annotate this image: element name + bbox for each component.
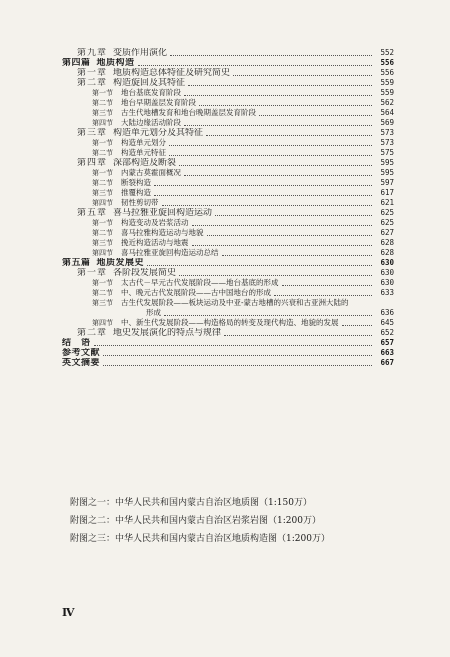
toc-entry-number: 第九章 [77,48,108,58]
dot-leader [164,315,372,316]
toc-entry-number: 第三节 [92,109,113,117]
toc-entry-title: 地质构造 [96,58,135,68]
toc-entry-page: 569 [380,118,394,127]
toc-entry-number: 第四篇 [62,58,91,68]
toc-entry [62,348,394,358]
toc-entry-number: 第三节 [92,299,113,307]
toc-entry [62,318,394,328]
toc-entry-title: 英文摘要 [62,358,101,368]
toc-entry-page: 559 [380,78,394,87]
toc-entry-number: 第四节 [92,199,113,207]
toc-entry-title: 地台早期盖层发育阶段 [121,98,196,107]
toc-entry-page: 627 [380,228,394,237]
appendix-map-item: 附图之一：中华人民共和国内蒙古自治区地质图（1:150万） [70,498,312,508]
toc-entry-title: 深部构造及断裂 [113,158,177,168]
toc-entry-number: 第五章 [77,208,108,218]
toc-entry-title: 中、新生代发展阶段——构造格局的转变及现代构造、地貌的发展 [121,318,339,327]
toc-entry [62,98,394,108]
dot-leader [179,275,372,276]
toc-entry [62,128,394,138]
toc-entry-number: 第二节 [92,149,113,157]
toc-entry-page: 663 [380,348,394,357]
toc-entry-title: 大陆边缘活动阶段 [121,118,181,127]
appendix-maps-list [70,494,370,548]
toc-entry [62,248,394,258]
toc-entry [62,138,394,148]
dot-leader [259,115,372,116]
toc-entry-title: 构造单元划分及其特征 [113,128,204,138]
toc-entry-title: 喜马拉雅亚旋回构造运动总结 [121,248,219,257]
toc-entry-title: 韧性剪切带 [121,198,159,207]
toc-entry-number: 第四节 [92,119,113,127]
dot-leader [103,355,372,356]
toc-entry [62,328,394,338]
toc-entry-title: 形成 [146,308,161,317]
appendix-map-item: 附图之二：中华人民共和国内蒙古自治区岩浆岩图（1:200万） [70,516,321,526]
toc-entry-number: 第一节 [92,279,113,287]
dot-leader [179,165,372,166]
dot-leader [138,65,372,66]
dot-leader [199,105,372,106]
toc-entry-page: 645 [380,318,394,327]
toc-entry-title: 地史发展演化的特点与规律 [113,328,222,338]
dot-leader [233,75,372,76]
toc-entry-number: 第二章 [77,78,108,88]
dot-leader [224,335,372,336]
toc-entry [62,78,394,88]
toc-entry [62,268,394,278]
dot-leader [207,235,373,236]
toc-entry [62,238,394,248]
toc-entry-number: 第二节 [92,179,113,187]
toc-entry-title: 结 语 [62,338,91,348]
toc-entry-number: 第一章 [77,68,108,78]
dot-leader [154,195,372,196]
toc-entry-page: 652 [380,328,394,337]
toc-entry-number: 第五篇 [62,258,91,268]
toc-entry-number: 第三节 [92,239,113,247]
toc-entry [62,168,394,178]
toc-entry-title: 古生代地槽发育和地台晚期盖层发育阶段 [121,108,256,117]
dot-leader [206,135,372,136]
toc-entry [62,178,394,188]
toc-entry-page: 595 [380,168,394,177]
toc-entry-number: 第二节 [92,99,113,107]
toc-entry-number: 第二章 [77,328,108,338]
toc-entry-number: 第四节 [92,249,113,257]
toc-entry-title: 挽近构造活动与地震 [121,238,189,247]
toc-entry-title: 喜马拉雅亚旋回构造运动 [113,208,213,218]
toc-entry [62,68,394,78]
toc-entry-page: 636 [380,308,394,317]
toc-entry [62,48,394,58]
toc-entry-page: 633 [380,288,394,297]
dot-leader [170,55,372,56]
toc-entry [62,358,394,368]
toc-entry [62,118,394,128]
appendix-map-item: 附图之三：中华人民共和国内蒙古自治区地质构造图（1:200万） [70,534,330,544]
toc-entry-number: 第四节 [92,319,113,327]
toc-entry-page: 559 [380,88,394,97]
toc-entry-number: 第一节 [92,139,113,147]
toc-entry-page: 625 [380,208,394,217]
dot-leader [154,185,372,186]
toc-entry-page: 556 [380,58,394,67]
toc-entry-page: 628 [380,248,394,257]
toc-entry-page: 617 [380,188,394,197]
toc-entry [62,108,394,118]
dot-leader [169,155,372,156]
toc-entry-number: 第一节 [92,219,113,227]
toc-entry-number: 第一节 [92,89,113,97]
toc-entry [62,258,394,268]
toc-entry [62,298,394,308]
toc-entry [62,278,394,288]
toc-entry-page: 575 [380,148,394,157]
toc-entry-number: 第一节 [92,169,113,177]
toc-entry-page: 667 [380,358,394,367]
toc-entry-title: 参考文献 [62,348,101,358]
toc-entry [62,288,394,298]
toc-entry [62,58,394,68]
toc-entry-title: 中、晚元古代发展阶段——古中国地台的形成 [121,288,271,297]
toc-entry [62,308,394,318]
toc-entry-title: 地质发展史 [96,258,145,268]
dot-leader [184,95,372,96]
toc-entry [62,228,394,238]
toc-entry-page: 597 [380,178,394,187]
dot-leader [192,245,373,246]
toc-entry-title: 构造旋回及其特征 [113,78,186,88]
dot-leader [222,255,373,256]
toc-entry [62,88,394,98]
toc-entry-page: 556 [380,68,394,77]
toc-entry-page: 573 [380,138,394,147]
toc-entry-page: 657 [380,338,394,347]
dot-leader [282,285,373,286]
toc-entry [62,198,394,208]
toc-entry-page: 630 [380,268,394,277]
toc-entry-title: 构造变动及岩浆活动 [121,218,189,227]
dot-leader [188,85,372,86]
dot-leader [147,265,372,266]
dot-leader [342,325,373,326]
toc-entry-number: 第四章 [77,158,108,168]
toc-entry-title: 各阶段发展简史 [113,268,177,278]
toc-entry-title: 变质作用演化 [113,48,168,58]
toc-entry-page: 621 [380,198,394,207]
dot-leader [103,365,372,366]
toc-entry-title: 构造单元划分 [121,138,166,147]
toc-entry-title: 喜马拉雅构造运动与地貌 [121,228,204,237]
dot-leader [184,175,372,176]
toc-entry-title: 太古代－早元古代发展阶段——地台基底的形成 [121,278,279,287]
toc-entry [62,148,394,158]
toc-entry-title: 断裂构造 [121,178,151,187]
toc-entry-number: 第一章 [77,268,108,278]
dot-leader [162,205,373,206]
toc-entry-page: 625 [380,218,394,227]
table-of-contents [62,48,394,368]
toc-entry [62,188,394,198]
toc-entry-number: 第二节 [92,289,113,297]
toc-entry-title: 内蒙古莫霍面概况 [121,168,181,177]
toc-entry [62,338,394,348]
toc-entry-page: 595 [380,158,394,167]
toc-entry [62,208,394,218]
toc-entry [62,218,394,228]
page-number: Ⅳ [62,606,75,619]
toc-entry-title: 古生代发展阶段——板块运动及中亚-蒙古地槽的兴衰和古亚洲大陆的 [121,298,349,307]
toc-entry-page: 552 [380,48,394,57]
toc-entry-page: 630 [380,278,394,287]
dot-leader [94,345,372,346]
toc-entry-title: 构造单元特征 [121,148,166,157]
toc-entry-title: 地台基底发育阶段 [121,88,181,97]
toc-entry-page: 630 [380,258,394,267]
dot-leader [215,215,372,216]
toc-entry-page: 562 [380,98,394,107]
dot-leader [274,295,372,296]
toc-entry [62,158,394,168]
dot-leader [192,225,373,226]
toc-entry-title: 地质构造总体特征及研究简史 [113,68,231,78]
toc-entry-page: 564 [380,108,394,117]
dot-leader [169,145,372,146]
toc-entry-number: 第二节 [92,229,113,237]
toc-entry-title: 推覆构造 [121,188,151,197]
toc-entry-page: 573 [380,128,394,137]
toc-entry-number: 第三章 [77,128,108,138]
dot-leader [184,125,372,126]
toc-entry-page: 628 [380,238,394,247]
toc-entry-number: 第三节 [92,189,113,197]
